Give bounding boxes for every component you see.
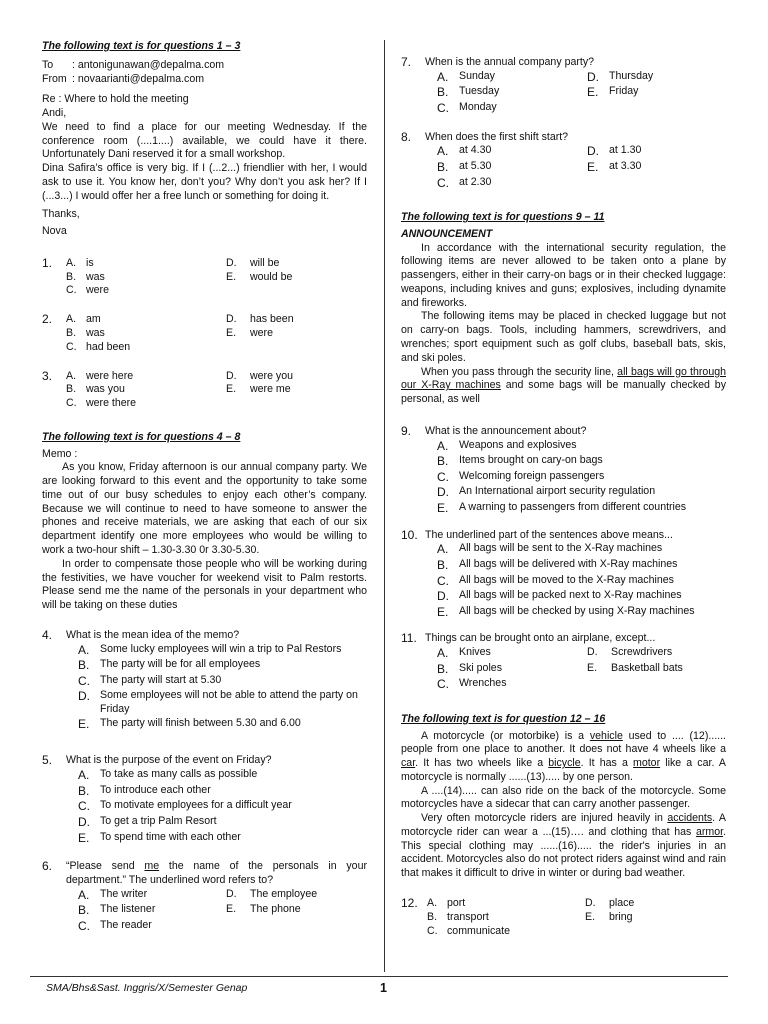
question-5: [42, 754, 367, 846]
option-a[interactable]: A. were here: [66, 369, 134, 382]
option-d[interactable]: D. at 1.30: [587, 144, 642, 159]
option-c[interactable]: C. had been: [66, 340, 131, 353]
option-e[interactable]: E. Friday: [587, 85, 639, 100]
question-stem: What is the purpose of the event on Friday?: [66, 754, 272, 767]
option-c[interactable]: C. communicate: [427, 924, 510, 937]
memo-paragraph-2: In order to compensate those people who will be working during the festivities, we have voucher for weekend visit to Palm restorts. Please send me the name of the personals in your department who will be taking on these duties: [42, 557, 367, 612]
option-d[interactable]: D. Thursday: [587, 69, 654, 84]
option-b[interactable]: B. at 5.30: [437, 159, 492, 174]
option-b[interactable]: B. was you: [66, 383, 125, 396]
question-6: [42, 860, 367, 934]
option-a[interactable]: A. Knives: [437, 646, 491, 661]
question-stem: What is the mean idea of the memo?: [66, 628, 240, 641]
question-stem: When does the first shift start?: [425, 130, 569, 143]
announcement-paragraph-2: The following items may be placed in checked luggage but not on carry-on bags. Tools, including hammers, screwdrivers, and wrenches; sport equipment such as golf clubs, baseball bats, skis, and ski poles.: [401, 310, 726, 364]
option-c[interactable]: C. The reader: [78, 918, 152, 933]
option-c[interactable]: C. All bags will be moved to the X-Ray machines: [437, 573, 674, 588]
question-stem: What is the announcement about?: [425, 424, 587, 437]
option-b[interactable]: B. The listener: [78, 903, 156, 918]
underlined-word: me: [144, 860, 160, 873]
option-a[interactable]: A. is: [66, 256, 94, 269]
section-title-12-16: The following text is for question 12 – 16: [401, 712, 606, 725]
option-e[interactable]: E. The phone: [226, 903, 301, 916]
underlined-phrase: all bags will go through our X-Ray machines: [401, 365, 726, 392]
question-number: 10.: [401, 527, 418, 542]
option-d[interactable]: D. will be: [226, 256, 280, 269]
option-b[interactable]: B. All bags will be delivered with X-Ray machines: [437, 557, 678, 572]
option-b[interactable]: B. was: [66, 327, 105, 340]
left-column: [42, 40, 367, 935]
announcement-title: ANNOUNCEMENT: [401, 227, 493, 240]
option-e[interactable]: E. bring: [585, 910, 633, 923]
option-a[interactable]: A. The writer: [78, 887, 148, 902]
email-body-2: Dina Safira’s office is very big. If I (...2...) friendlier with her, I would ask to use it. You know her, don’t you? Why don’t you ask her? If I (...3...) I would offer her a free lunch or something for doing it.: [42, 162, 367, 202]
announcement-paragraph-3: When you pass through the security line, all bags will go through our X-Ray machines and some bags will be manually checked by personal, as well: [401, 365, 726, 406]
option-c[interactable]: C. were there: [66, 397, 137, 410]
option-a[interactable]: A. am: [66, 313, 101, 326]
email-greeting: Andi,: [42, 107, 67, 120]
option-e[interactable]: E. were me: [226, 383, 291, 396]
option-c[interactable]: C. at 2.30: [437, 175, 492, 190]
question-7: [401, 56, 726, 117]
option-a[interactable]: A. To take as many calls as possible: [78, 768, 258, 783]
question-number: 7.: [401, 55, 412, 69]
question-8: [401, 131, 726, 192]
motorcycle-paragraph-3: Very often motorcycle riders are injured heavily in accidents. A motorcycle rider can wear a ...(15)…. and clothing that has armor. This special clothing may ......(16)..... the rider's injuries in an accident. Motorcycles also do not protect riders against wind and rain that makes it difficult to drive in winter or during bad weather.: [401, 812, 726, 880]
announcement-paragraph-1: In accordance with the international security regulation, the following items are never allowed to be taken onto a plane by passengers, either in their carry-on bags or in their checked luggage: weapons, including knives and guns; explosives, including dynamite and fireworks.: [401, 241, 726, 309]
option-e[interactable]: E. To spend time with each other: [78, 830, 241, 845]
option-d[interactable]: D. were you: [226, 369, 293, 382]
email-body-1: We need to find a place for our meeting Wednesday. If the conference room (....1....) available, we could have it there. Unfortunately Dani reserved it for a small workshop.: [42, 120, 367, 161]
option-e[interactable]: E. would be: [226, 270, 293, 283]
motorcycle-paragraph-2: A ....(14)..... can also ride on the back of the motorcycle. Some motorcycles have a sidecar that can carry another passenger.: [401, 784, 726, 811]
option-b[interactable]: B. Tuesday: [437, 85, 500, 100]
question-number: 2.: [42, 312, 53, 327]
section-title-4-8: The following text is for questions 4 – 8: [42, 430, 241, 443]
email-from: [42, 73, 367, 87]
option-b[interactable]: B. was: [66, 270, 105, 283]
option-a[interactable]: A. Some lucky employees will win a trip to Pal Restors: [78, 642, 342, 657]
question-number: 11.: [401, 631, 417, 646]
question-9: [401, 425, 726, 517]
footer-course: SMA/Bhs&Sast. Inggris/X/Semester Genap: [46, 982, 248, 994]
option-c[interactable]: C. Wrenches: [437, 677, 507, 692]
question-number: 4.: [42, 627, 53, 642]
question-2: [42, 313, 367, 354]
option-b[interactable]: B. transport: [427, 910, 489, 923]
question-11: [401, 632, 726, 693]
option-c[interactable]: C. were: [66, 284, 109, 297]
option-e[interactable]: E. Basketball bats: [587, 661, 683, 674]
option-b[interactable]: B. The party will be for all employees: [78, 658, 261, 673]
option-c[interactable]: C. The party will start at 5.30: [78, 673, 222, 688]
email-subject: Re : Where to hold the meeting: [42, 93, 189, 106]
footer-rule: [30, 976, 728, 977]
option-a[interactable]: A. All bags will be sent to the X-Ray machines: [437, 542, 663, 557]
question-number: 12.: [401, 896, 418, 911]
to-label: To: [42, 58, 54, 71]
option-c[interactable]: C. To motivate employees for a difficult year: [78, 799, 292, 814]
question-number: 1.: [42, 255, 53, 270]
question-10: [401, 529, 726, 621]
to-value: : antonigunawan@depalma.com: [72, 58, 225, 71]
option-a[interactable]: A. Sunday: [437, 69, 495, 84]
option-e[interactable]: E. A warning to passengers from different countries: [437, 500, 687, 515]
question-4: [42, 629, 367, 733]
question-number: 9.: [401, 423, 412, 438]
option-c[interactable]: C. Welcoming foreign passengers: [437, 469, 605, 484]
question-number: 5.: [42, 753, 53, 768]
question-stem: Things can be brought onto an airplane, except...: [425, 632, 656, 645]
question-number: 8.: [401, 129, 412, 144]
question-3: [42, 370, 367, 411]
page-number: 1: [380, 981, 387, 995]
option-e[interactable]: E. were: [226, 327, 273, 340]
option-e[interactable]: E. at 3.30: [587, 159, 642, 174]
question-stem: “Please send me the name of the personals in your department.” The underlined word refers to?: [66, 860, 367, 886]
question-number: 3.: [42, 368, 53, 383]
option-e[interactable]: E. The party will finish between 5.30 and 6.00: [78, 716, 301, 731]
memo-label: Memo :: [42, 447, 78, 460]
option-d[interactable]: D. All bags will be packed next to X-Ray machines: [437, 589, 682, 604]
question-number: 6.: [42, 859, 53, 874]
option-b[interactable]: B. To introduce each other: [78, 783, 211, 798]
option-e[interactable]: E. All bags will be checked by using X-Ray machines: [437, 604, 695, 619]
option-d[interactable]: D. Some employees will not be able to attend the party on Friday: [78, 689, 358, 716]
question-1: [42, 257, 367, 298]
option-a[interactable]: A. at 4.30: [437, 144, 492, 159]
right-column: [401, 56, 726, 938]
question-12: [401, 897, 726, 938]
option-d[interactable]: D. The employee: [226, 887, 318, 900]
question-stem: The underlined part of the sentences above means...: [425, 528, 673, 541]
option-c[interactable]: C. Monday: [437, 100, 497, 115]
from-value: : novaarianti@depalma.com: [72, 72, 205, 85]
option-d[interactable]: D. To get a trip Palm Resort: [78, 815, 217, 830]
section-title-9-11: The following text is for questions 9 – 11: [401, 211, 605, 224]
email-signature: Nova: [42, 225, 67, 238]
option-a[interactable]: A. Weapons and explosives: [437, 438, 577, 453]
option-a[interactable]: A. port: [427, 897, 466, 910]
question-stem: When is the annual company party?: [425, 56, 595, 68]
email-thanks: Thanks,: [42, 208, 80, 221]
column-divider: [384, 40, 385, 972]
motorcycle-paragraph-1: A motorcycle (or motorbike) is a vehicle used to .... (12)...... people from one place to another. It does not have 4 wheels like a car. It has two wheels like a bicycle. It has a motor like a car. A motorcycle is normally ......(13)..... by one person.: [401, 729, 727, 783]
option-d[interactable]: D. has been: [226, 313, 294, 326]
option-d[interactable]: D. Screwdrivers: [587, 646, 673, 659]
section-title-1-3: The following text is for questions 1 – 3: [42, 40, 241, 52]
option-d[interactable]: D. An International airport security regulation: [437, 485, 656, 500]
email-to: [42, 59, 367, 73]
memo-paragraph-1: As you know, Friday afternoon is our annual company party. We are looking forward to this event and the opportunity to take some time out of our busy schedules to enjoy each other’s company. Because we will continue to need to have someone to answer the phones and receive materials, we are asking that each of our six department identify one more employees who would be willing to work a two-hour shift – 1.30-3.30 0r 3.30-5.30.: [42, 461, 367, 556]
option-b[interactable]: B. Ski poles: [437, 661, 502, 676]
option-d[interactable]: D. place: [585, 897, 635, 910]
option-b[interactable]: B. Items brought on cary-on bags: [437, 454, 603, 469]
from-label: From: [42, 72, 67, 85]
